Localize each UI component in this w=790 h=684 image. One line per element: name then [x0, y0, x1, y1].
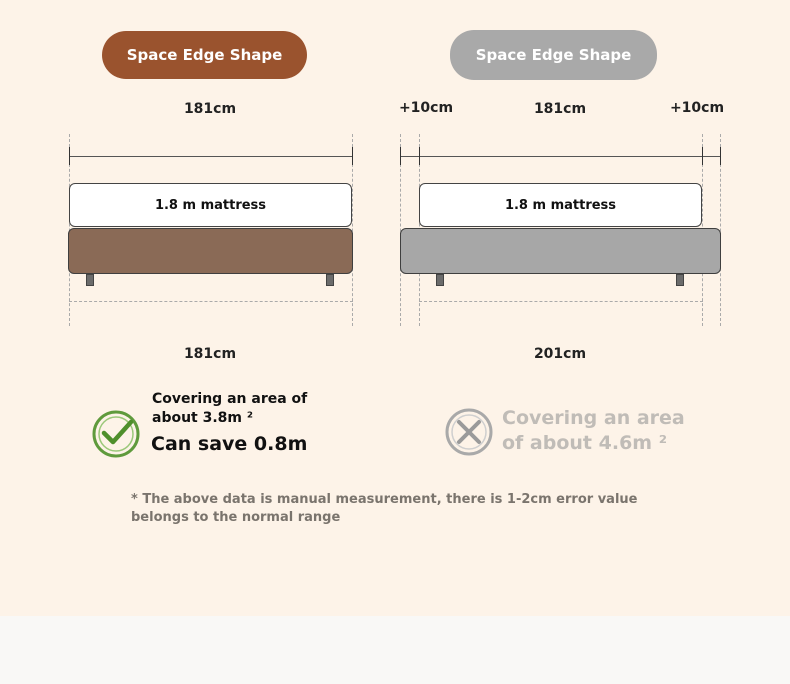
right-coverage-line2: of about 4.6m ²: [502, 432, 668, 454]
right-title: Space Edge Shape: [475, 46, 632, 64]
right-bed-leg: [436, 274, 444, 286]
right-dimension-tick: [400, 147, 401, 165]
right-mattress: [419, 183, 702, 227]
left-title-badge: [102, 31, 307, 79]
left-coverage-line1: Covering an area of: [152, 391, 308, 407]
right-dimension-line: [400, 156, 721, 157]
right-bed-base: [400, 228, 721, 274]
right-top-width: 181cm: [533, 101, 587, 117]
measurement-note: * The above data is manual measurement, there is 1-2cm error value belongs to the normal range: [131, 492, 638, 525]
left-mattress: [69, 183, 352, 227]
left-dimension-tick: [352, 147, 353, 165]
right-mattress-label: 1.8 m mattress: [504, 197, 617, 213]
right-dimension-tick: [702, 147, 703, 165]
right-bed-leg: [676, 274, 684, 286]
check-circle-icon: [90, 409, 142, 459]
left-dimension-tick: [69, 147, 70, 165]
left-save-text: Can save 0.8m: [151, 433, 308, 455]
right-floor-line: [419, 301, 703, 302]
left-title: Space Edge Shape: [126, 46, 283, 64]
left-floor-line: [69, 301, 353, 302]
right-coverage-line1: Covering an area: [502, 407, 685, 429]
left-bed-base: [68, 228, 353, 274]
right-extra-right: +10cm: [669, 100, 725, 116]
right-extra-left: +10cm: [398, 100, 454, 116]
footer-band: [0, 616, 790, 684]
right-dimension-tick: [720, 147, 721, 165]
right-dimension-tick: [419, 147, 420, 165]
left-coverage-line2: about 3.8m ²: [152, 410, 254, 426]
left-bottom-width: 181cm: [183, 346, 237, 362]
left-top-width: 181cm: [183, 101, 237, 117]
left-bed-leg: [326, 274, 334, 286]
right-bottom-width: 201cm: [533, 346, 587, 362]
right-coverage-text: [502, 406, 702, 456]
left-mattress-label: 1.8 m mattress: [154, 197, 267, 213]
x-circle-icon: [443, 407, 495, 457]
left-coverage-text: [152, 390, 332, 428]
right-title-badge: [450, 30, 657, 80]
left-dimension-line: [69, 156, 353, 157]
left-bed-leg: [86, 274, 94, 286]
